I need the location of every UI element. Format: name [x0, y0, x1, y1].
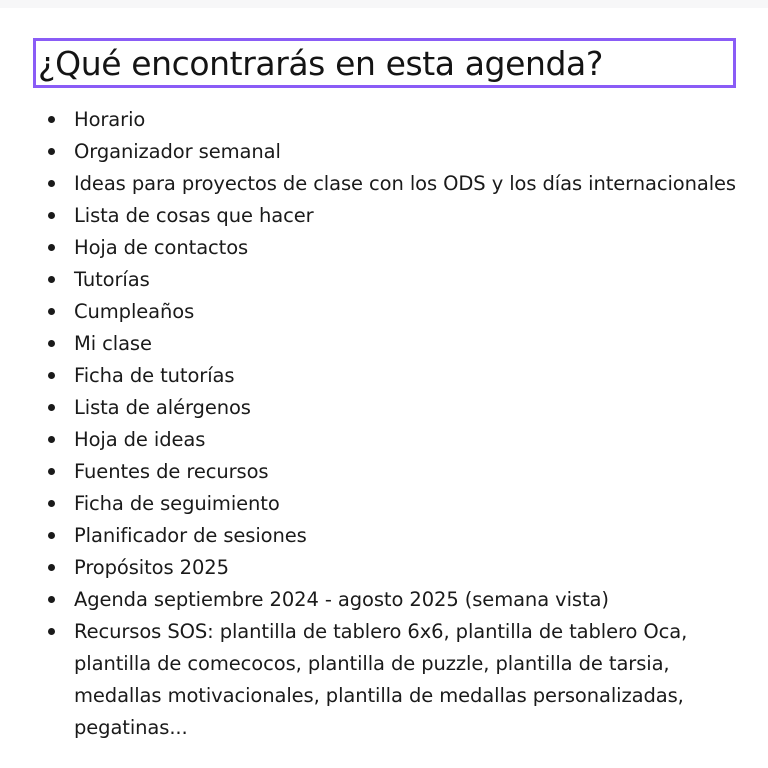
bullet-icon [48, 212, 55, 219]
list-item [0, 616, 768, 744]
list-item [0, 488, 768, 520]
bullet-icon [48, 148, 55, 155]
list-item [0, 552, 768, 584]
list-item-text: Ficha de tutorías [74, 364, 235, 387]
bullet-icon [48, 436, 55, 443]
bullet-icon [48, 340, 55, 347]
list-item [0, 232, 768, 264]
list-item-text: Lista de cosas que hacer [74, 204, 314, 227]
list-item-text: Ideas para proyectos de clase con los ODS y los días internacionales [74, 172, 736, 195]
list-item-text: Organizador semanal [74, 140, 281, 163]
list-item-text: Hoja de ideas [74, 428, 206, 451]
bullet-icon [48, 468, 55, 475]
list-item [0, 104, 768, 136]
list-item-text: Planificador de sesiones [74, 524, 307, 547]
list-item [0, 424, 768, 456]
list-item-text: Fuentes de recursos [74, 460, 269, 483]
bullet-icon [48, 532, 55, 539]
list-item [0, 360, 768, 392]
bullet-icon [48, 500, 55, 507]
bullet-icon [48, 596, 55, 603]
bullet-icon [48, 308, 55, 315]
list-item-text: Agenda septiembre 2024 - agosto 2025 (semana vista) [74, 588, 609, 611]
title-box [33, 38, 736, 88]
feature-list [0, 104, 768, 744]
page-title: ¿Qué encontrarás en esta agenda? [38, 44, 603, 83]
bullet-icon [48, 372, 55, 379]
list-item [0, 168, 768, 200]
list-item-text: Horario [74, 108, 146, 131]
list-item-text: Tutorías [74, 268, 150, 291]
list-item [0, 584, 768, 616]
list-item [0, 520, 768, 552]
bullet-icon [48, 628, 55, 635]
bullet-icon [48, 180, 55, 187]
list-item [0, 296, 768, 328]
bullet-icon [48, 244, 55, 251]
list-item-text: Lista de alérgenos [74, 396, 251, 419]
list-item [0, 456, 768, 488]
bullet-icon [48, 564, 55, 571]
list-item [0, 264, 768, 296]
list-item [0, 200, 768, 232]
top-strip [0, 0, 768, 8]
list-item-text: Cumpleaños [74, 300, 195, 323]
list-item [0, 392, 768, 424]
list-item-text: Mi clase [74, 332, 152, 355]
list-item-text: Ficha de seguimiento [74, 492, 280, 515]
bullet-icon [48, 116, 55, 123]
bullet-icon [48, 404, 55, 411]
list-item [0, 328, 768, 360]
list-item-text: Hoja de contactos [74, 236, 249, 259]
bullet-icon [48, 276, 55, 283]
list-item-text: Recursos SOS: plantilla de tablero 6x6, plantilla de tablero Oca, plantilla de comecocos, plantilla de puzzle, plantilla de tarsia, medallas motivacionales, plantilla de medallas personalizadas, pegatinas... [74, 620, 688, 739]
list-item [0, 136, 768, 168]
list-item-text: Propósitos 2025 [74, 556, 229, 579]
